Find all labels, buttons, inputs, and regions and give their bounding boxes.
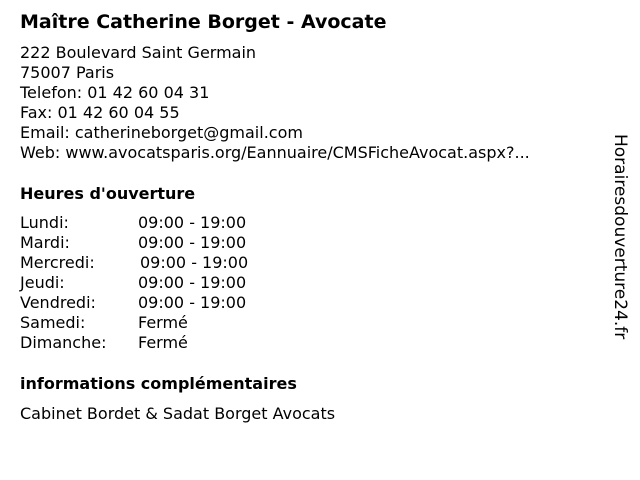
day-label: Vendredi: xyxy=(20,293,96,312)
opening-hours-heading: Heures d'ouverture xyxy=(20,184,196,203)
hours-row-tuesday xyxy=(20,233,320,253)
day-label: Lundi: xyxy=(20,213,69,232)
day-hours: 09:00 - 19:00 xyxy=(138,233,247,252)
day-label: Dimanche: xyxy=(20,333,107,352)
site-watermark: Horairesdouverture24.fr xyxy=(610,134,630,340)
page-title: Maître Catherine Borget - Avocate xyxy=(20,11,387,33)
hours-row-monday xyxy=(20,213,320,233)
address-line-1: 222 Boulevard Saint Germain xyxy=(20,43,257,62)
email-address: Email: catherineborget@gmail.com xyxy=(20,123,303,142)
address-line-2: 75007 Paris xyxy=(20,63,115,82)
hours-row-wednesday xyxy=(20,253,320,273)
hours-row-friday xyxy=(20,293,320,313)
day-hours: 09:00 - 19:00 xyxy=(138,273,247,292)
hours-row-sunday xyxy=(20,333,320,353)
day-label: Samedi: xyxy=(20,313,86,332)
additional-info-text: Cabinet Bordet & Sadat Borget Avocats xyxy=(20,404,336,423)
day-hours: 09:00 - 19:00 xyxy=(140,253,249,272)
day-label: Mardi: xyxy=(20,233,70,252)
day-label: Jeudi: xyxy=(20,273,65,292)
day-hours: Fermé xyxy=(138,313,188,332)
website-url: Web: www.avocatsparis.org/Eannuaire/CMSFicheAvocat.aspx?... xyxy=(20,143,530,162)
phone-number: Telefon: 01 42 60 04 31 xyxy=(20,83,210,102)
hours-row-saturday xyxy=(20,313,320,333)
day-hours: 09:00 - 19:00 xyxy=(138,293,247,312)
fax-number: Fax: 01 42 60 04 55 xyxy=(20,103,180,122)
additional-info-heading: informations complémentaires xyxy=(20,374,297,393)
hours-row-thursday xyxy=(20,273,320,293)
day-hours: Fermé xyxy=(138,333,188,352)
day-hours: 09:00 - 19:00 xyxy=(138,213,247,232)
contact-block xyxy=(20,43,530,163)
day-label: Mercredi: xyxy=(20,253,95,272)
opening-hours-table xyxy=(20,213,320,353)
